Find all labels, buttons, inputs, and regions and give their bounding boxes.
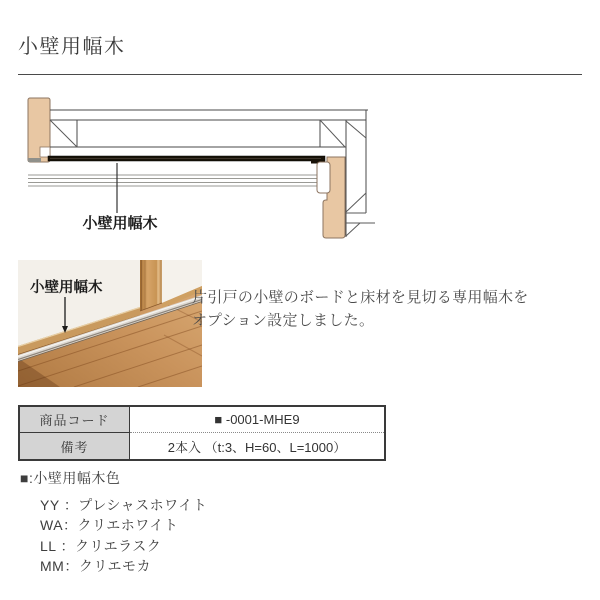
description-line-1: 片引戸の小壁のボードと床材を見切る専用幅木を — [192, 289, 529, 306]
left-jamb-notch — [40, 147, 50, 157]
page-title: 小壁用幅木 — [18, 36, 126, 58]
color-item-yy: YY ：プレシャスホワイト — [40, 497, 208, 513]
color-legend — [20, 468, 207, 577]
right-pocket-notch — [317, 162, 330, 193]
color-item-mm: MM：クリエモカ — [40, 558, 152, 575]
color-legend-items — [40, 495, 207, 577]
diagram-label: 小壁用幅木 — [82, 215, 158, 232]
skirting-bar — [48, 156, 325, 164]
spec-value-product-code: ■ -0001-MHE9 — [130, 407, 384, 433]
photo-label: 小壁用幅木 — [30, 280, 103, 296]
title-divider — [18, 74, 582, 75]
description-text — [192, 286, 552, 332]
description-line-2: オプション設定しました。 — [192, 312, 375, 329]
color-legend-title: ■:小壁用幅木色 — [20, 470, 121, 486]
color-item-ll: LL ：クリエラスク — [40, 537, 162, 554]
color-item-wa: WA：クリエホワイト — [40, 517, 179, 534]
left-jamb-shadow — [28, 158, 41, 162]
cross-section-diagram — [15, 95, 405, 243]
door-frame-post — [140, 260, 162, 311]
product-photo — [18, 260, 202, 387]
spec-table — [18, 405, 386, 461]
spec-header-remarks: 備考 — [20, 433, 130, 459]
door-track-lines — [28, 175, 318, 186]
spec-header-product-code: 商品コード — [20, 407, 130, 433]
spec-value-remarks: 2本入 （t:3、H=60、L=1000） — [167, 439, 347, 455]
